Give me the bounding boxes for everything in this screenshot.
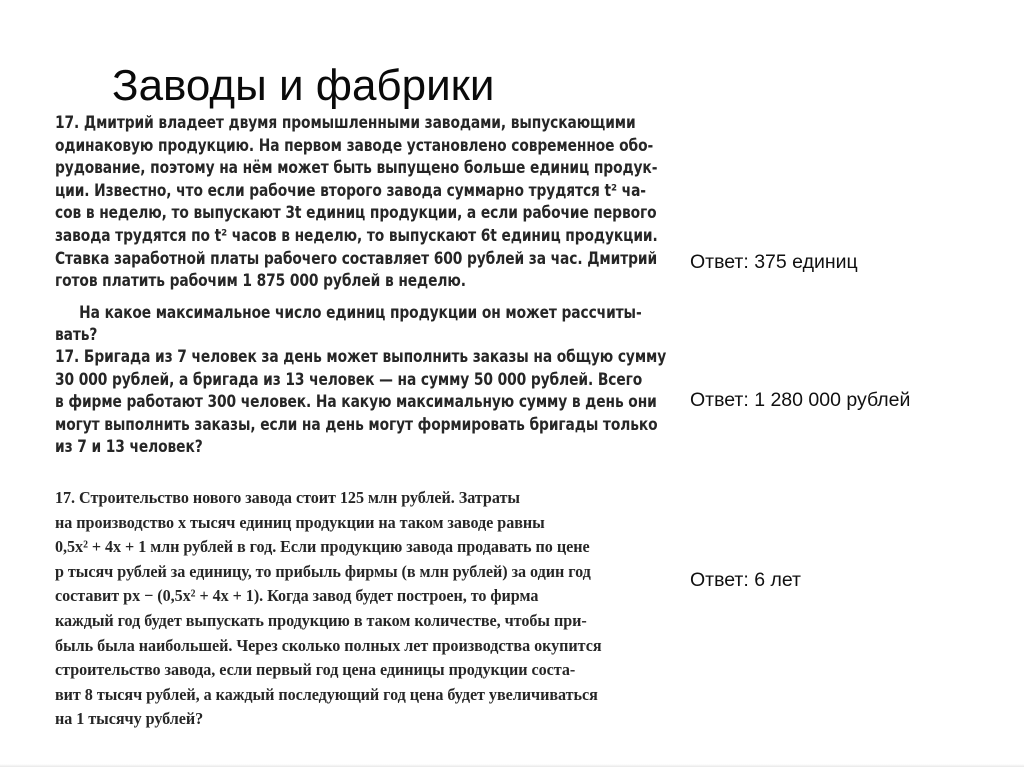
- problem-2-line: могут выполнить заказы, если на день могут формировать бригады только: [55, 414, 658, 434]
- problem-3-line: каждый год будет выпускать продукцию в таком количестве, чтобы при-: [55, 610, 587, 630]
- problem-3-scan: [55, 486, 627, 732]
- problem-1-line: рудование, поэтому на нём может быть выпущено больше единиц продук-: [55, 158, 658, 178]
- problem-2-line: в фирме работают 300 человек. На какую максимальную сумму в день они: [55, 392, 657, 412]
- problem-3-line: p тысяч рублей за единицу, то прибыль фирмы (в млн рублей) за один год: [55, 561, 591, 581]
- problem-3-line: на 1 тысячу рублей?: [55, 709, 204, 729]
- problem-3-line: быль была наибольшей. Через сколько полных лет производства окупится: [55, 635, 602, 655]
- problem-2-line: 17. Бригада из 7 человек за день может выполнить заказы на общую сумму: [55, 347, 667, 366]
- problem-1-line: завода трудятся по t² часов в неделю, то выпускают 6t единиц продукции.: [55, 225, 658, 245]
- problem-3-line: вит 8 тысяч рублей, а каждый последующий год цена будет увеличиваться: [55, 684, 598, 704]
- problem-1-line: ции. Известно, что если рабочие второго завода суммарно трудятся t² ча-: [55, 180, 646, 200]
- problem-1-line: 17. Дмитрий владеет двумя промышленными заводами, выпускающими: [55, 113, 636, 132]
- problem-1-line: Ставка заработной платы рабочего составляет 600 рублей за час. Дмитрий: [55, 248, 658, 268]
- answer-label-problem-2: Ответ: 1 280 000 рублей: [690, 389, 911, 411]
- problem-3-line: 0,5x² + 4x + 1 млн рублей в год. Если продукцию завода продавать по цене: [55, 537, 590, 557]
- problem-3-line: 17. Строительство нового завода стоит 125 млн рублей. Затраты: [55, 488, 520, 507]
- problem-1-line: вать?: [55, 325, 98, 345]
- problem-2-scan: [55, 346, 667, 459]
- problem-2-line: из 7 и 13 человек?: [55, 437, 203, 457]
- answer-label-problem-1: Ответ: 375 единиц: [690, 251, 858, 273]
- problem-2-line: 30 000 рублей, а бригада из 13 человек — на сумму 50 000 рублей. Всего: [55, 369, 643, 389]
- problem-1-line: одинаковую продукцию. На первом заводе установлено современное обо-: [55, 135, 654, 155]
- problem-3-line: на производство x тысяч единиц продукции на таком заводе равны: [55, 512, 545, 532]
- problem-3-line: составит px − (0,5x² + 4x + 1). Когда завод будет построен, то фирма: [55, 586, 539, 606]
- answer-label-problem-3: Ответ: 6 лет: [690, 569, 801, 591]
- problem-3-line: строительство завода, если первый год цена единицы продукции соста-: [55, 660, 576, 680]
- problem-1-scan: [55, 112, 658, 347]
- page-title: Заводы и фабрики: [112, 61, 495, 111]
- problem-1-line: сов в неделю, то выпускают 3t единиц продукции, а если рабочие первого: [55, 203, 657, 223]
- problem-1-line: На какое максимальное число единиц продукции он может рассчиты-: [79, 302, 642, 322]
- problem-1-line: готов платить рабочим 1 875 000 рублей в неделю.: [55, 271, 466, 291]
